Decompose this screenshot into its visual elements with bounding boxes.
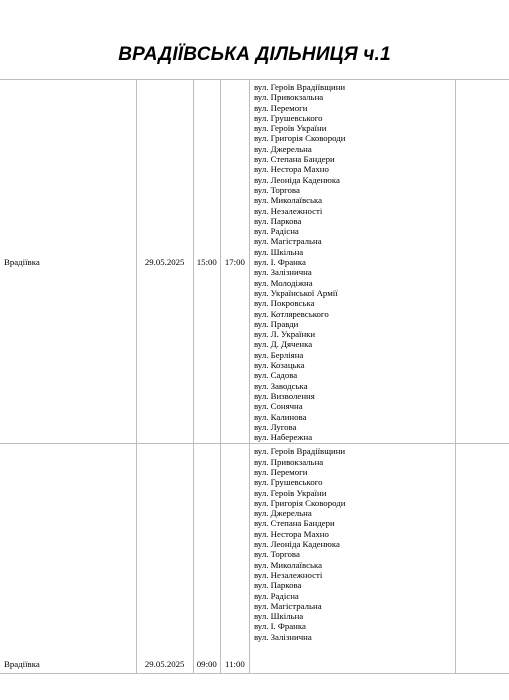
street-item: вул. Привокзальна bbox=[253, 92, 324, 103]
street-item: вул. Грушевського bbox=[253, 477, 323, 488]
street-item: вул. Паркова bbox=[253, 215, 302, 226]
street-item: вул. Залізнична bbox=[253, 267, 312, 278]
street-item: вул. Сонячна bbox=[253, 401, 303, 412]
street-item: вул. Незалежності bbox=[253, 205, 323, 216]
street-item: вул. Миколаївська bbox=[253, 559, 323, 570]
street-item: вул. Григорія Сковороди bbox=[253, 497, 346, 508]
settlement-cell: Врадіївка bbox=[0, 444, 136, 674]
street-item: вул. Лугова bbox=[253, 421, 297, 432]
streets-cell bbox=[249, 80, 455, 444]
settlement-cell: Врадіївка bbox=[0, 80, 136, 444]
street-item: вул. Степана Бандери bbox=[253, 154, 335, 165]
street-item: вул. Героїв України bbox=[253, 123, 327, 134]
street-item: вул. Перемоги bbox=[253, 466, 308, 477]
time-from-cell: 15:00 bbox=[193, 80, 220, 444]
date-cell: 29.05.2025 bbox=[136, 444, 193, 674]
street-item: вул. Магістральна bbox=[253, 600, 322, 611]
street-item: вул. Григорія Сковороди bbox=[253, 133, 346, 144]
street-item: вул. Героїв Врадіївщини bbox=[253, 82, 346, 92]
street-list bbox=[254, 446, 455, 642]
streets-cell bbox=[249, 444, 455, 674]
street-item: вул. Залізнична bbox=[253, 631, 312, 642]
street-item: вул. Садова bbox=[253, 370, 298, 381]
street-item: вул. Калинова bbox=[253, 411, 307, 422]
street-item: вул. Героїв України bbox=[253, 487, 327, 498]
time-from-cell: 09:00 bbox=[193, 444, 220, 674]
time-to-cell: 17:00 bbox=[220, 80, 249, 444]
street-item: вул. Радісна bbox=[253, 590, 299, 601]
street-item: вул. Грушевського bbox=[253, 112, 323, 123]
street-item: вул. Козацька bbox=[253, 360, 305, 371]
street-item: вул. Героїв Врадіївщини bbox=[253, 446, 346, 457]
street-item: вул. Шкільна bbox=[253, 611, 304, 622]
table-row bbox=[0, 444, 509, 674]
street-item: вул. Привокзальна bbox=[253, 456, 324, 467]
street-item: вул. Покровська bbox=[253, 298, 315, 309]
street-item: вул. Української Армії bbox=[253, 287, 338, 298]
street-list bbox=[254, 82, 455, 442]
street-item: вул. Миколаївська bbox=[253, 195, 323, 206]
table-row bbox=[0, 80, 509, 444]
street-item: вул. Леоніда Каденюка bbox=[253, 539, 340, 550]
street-item: вул. Степана Бандери bbox=[253, 518, 335, 529]
street-item: вул. Джерельна bbox=[253, 508, 312, 519]
street-item: вул. Джерельна bbox=[253, 143, 312, 154]
street-item: вул. Котляревського bbox=[253, 308, 329, 319]
street-item: вул. Л. Українки bbox=[253, 329, 316, 340]
street-item: вул. Торгова bbox=[253, 184, 300, 195]
street-item: вул. Незалежності bbox=[253, 569, 323, 580]
street-item: вул. Визволення bbox=[253, 390, 315, 401]
street-item: вул. І. Франка bbox=[253, 257, 306, 268]
street-item: вул. Шкільна bbox=[253, 246, 304, 257]
street-item: вул. Перемоги bbox=[253, 102, 308, 113]
street-item: вул. Торгова bbox=[253, 549, 300, 560]
street-item: вул. Леоніда Каденюка bbox=[253, 174, 340, 185]
street-item: вул. Д. Дяченка bbox=[253, 339, 313, 350]
schedule-table bbox=[0, 79, 509, 674]
street-item: вул. Правди bbox=[253, 318, 299, 329]
street-item: вул. Радісна bbox=[253, 226, 299, 237]
empty-cell bbox=[455, 80, 509, 444]
street-item: вул. Паркова bbox=[253, 580, 302, 591]
page-title: ВРАДІЇВСЬКА ДІЛЬНИЦЯ ч.1 bbox=[118, 44, 391, 65]
street-item: вул. Магістральна bbox=[253, 236, 322, 247]
street-item: вул. Нестора Махно bbox=[253, 528, 329, 539]
street-item: вул. І. Франка bbox=[253, 621, 306, 632]
street-item: вул. Молодіжна bbox=[253, 277, 313, 288]
time-to-cell: 11:00 bbox=[220, 444, 249, 674]
street-item: вул. Берліяна bbox=[253, 349, 304, 360]
street-item: вул. Набережна bbox=[253, 432, 313, 443]
date-cell: 29.05.2025 bbox=[136, 80, 193, 444]
street-item: вул. Нестора Махно bbox=[253, 164, 329, 175]
empty-cell bbox=[455, 444, 509, 674]
street-item: вул. Заводська bbox=[253, 380, 308, 391]
